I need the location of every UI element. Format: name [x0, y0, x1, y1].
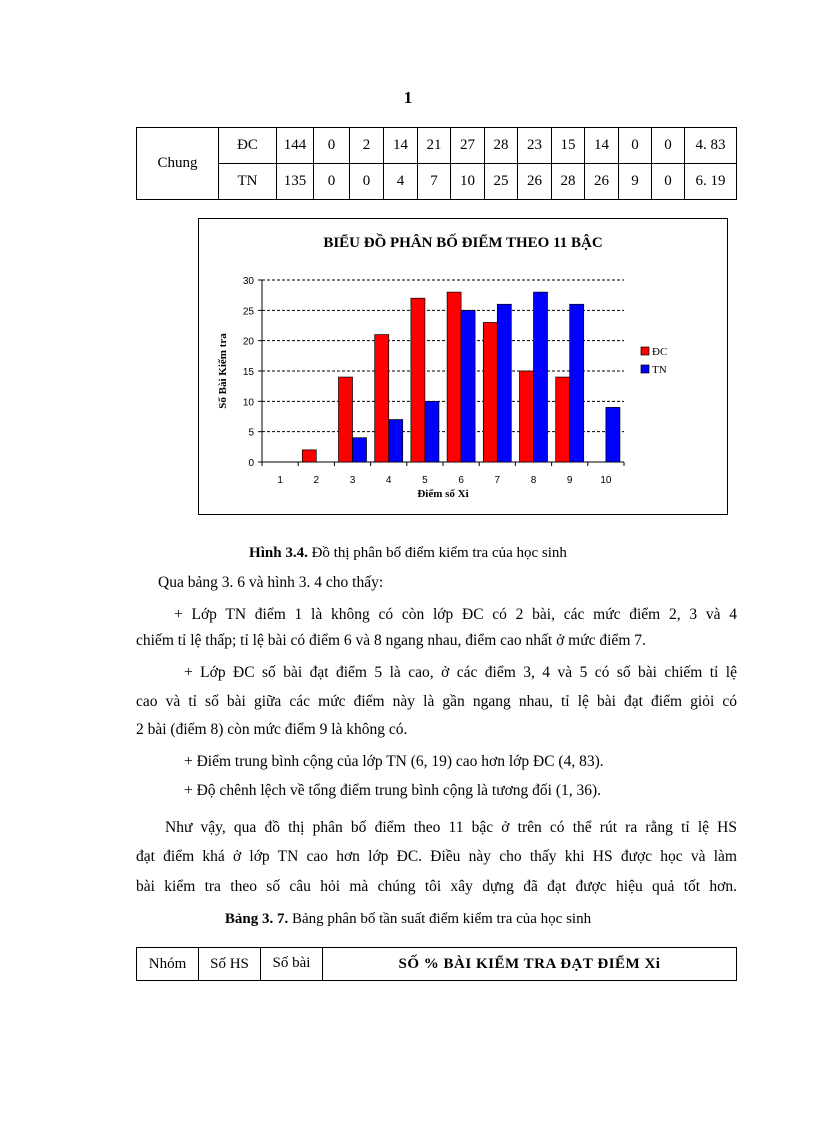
- figure-caption-label: Hình 3.4.: [249, 545, 308, 561]
- col-tests-label: Số bài: [272, 955, 311, 971]
- x-tick-label: 7: [494, 475, 501, 486]
- y-tick-label: 25: [242, 306, 254, 318]
- chart-svg: [199, 219, 727, 514]
- paragraph: + Lớp ĐC số bài đạt điểm 5 là cao, ở các điểm 3, 4 và 5 có số bài chiếm tỉ lệ: [184, 664, 737, 681]
- table-cell: 4. 83: [685, 128, 737, 164]
- table-cell: 27: [451, 128, 485, 164]
- group-label-cell: Chung: [137, 128, 219, 200]
- x-tick-label: 10: [600, 475, 612, 486]
- table-cell: 26: [585, 164, 619, 200]
- bar-tn: [606, 407, 620, 462]
- paragraph: + Điểm trung bình cộng của lớp TN (6, 19) cao hơn lớp ĐC (4, 83).: [184, 753, 604, 770]
- table-cell: 0: [619, 128, 652, 164]
- paragraph: + Độ chênh lệch về tổng điểm trung bình cộng là tương đối (1, 36).: [184, 782, 602, 799]
- table-cell: 0: [314, 164, 350, 200]
- table-cell: 23: [518, 128, 552, 164]
- legend-swatch-dc: [641, 347, 649, 355]
- x-tick-label: 1: [277, 475, 283, 486]
- table-cell: 28: [485, 128, 518, 164]
- bar-dc: [375, 335, 389, 462]
- table-cell: 6. 19: [685, 164, 737, 200]
- score-distribution-table: [136, 127, 737, 200]
- bar-dc: [483, 322, 497, 462]
- bar-dc: [520, 371, 534, 462]
- bar-tn: [425, 401, 439, 462]
- col-percent-header: SỐ % BÀI KIỂM TRA ĐẠT ĐIỂM Xi: [323, 948, 737, 981]
- table-cell: 4: [384, 164, 418, 200]
- paragraph: đạt điểm khá ở lớp TN cao hơn lớp ĐC. Điều này cho thấy khi HS được học và làm: [136, 848, 737, 865]
- x-axis-label: Điểm số Xi: [417, 488, 469, 500]
- bar-tn: [534, 292, 548, 462]
- chart-title: BIỂU ĐỒ PHÂN BỐ ĐIỂM THEO 11 BẬC: [323, 235, 603, 251]
- y-tick-label: 20: [242, 336, 254, 348]
- x-tick-label: 4: [385, 475, 392, 486]
- y-tick-label: 15: [242, 367, 254, 378]
- table-row: [137, 948, 737, 981]
- class-label-cell: TN: [219, 164, 277, 200]
- x-tick-label: 2: [313, 475, 320, 486]
- x-tick-label: 8: [530, 475, 537, 486]
- bar-dc: [339, 377, 353, 462]
- class-label-cell: ĐC: [219, 128, 277, 164]
- table-cell: 0: [652, 128, 685, 164]
- paragraph: 2 bài (điểm 8) còn mức điểm 9 là không có.: [136, 721, 408, 738]
- table-cell: 14: [585, 128, 619, 164]
- x-tick-label: 9: [566, 475, 573, 486]
- table-cell: 25: [485, 164, 518, 200]
- page-number: 1: [403, 88, 413, 107]
- table-row: [137, 128, 737, 164]
- legend-label-tn: TN: [652, 364, 667, 376]
- table-cell: 15: [552, 128, 585, 164]
- table-cell: 14: [384, 128, 418, 164]
- bar-tn: [389, 420, 403, 462]
- table-cell: 9: [619, 164, 652, 200]
- y-tick-label: 10: [242, 397, 254, 409]
- figure-caption: [0, 545, 816, 562]
- table-cell: 0: [652, 164, 685, 200]
- table-caption-text: Bảng phân bố tần suất điểm kiểm tra của học sinh: [288, 911, 592, 927]
- table-cell: 21: [418, 128, 451, 164]
- y-tick-label: 30: [242, 276, 254, 287]
- table-cell: 135: [277, 164, 314, 200]
- col-group-header: Nhóm: [137, 948, 199, 981]
- table-cell: 26: [518, 164, 552, 200]
- bar-dc: [556, 377, 570, 462]
- paragraph: Như vậy, qua đồ thị phân bố điểm theo 11 bậc ở trên có thể rút ra rằng tỉ lệ HS: [165, 819, 737, 836]
- table-cell: 28: [552, 164, 585, 200]
- table-cell: 0: [350, 164, 384, 200]
- x-tick-label: 5: [422, 475, 428, 486]
- table-caption-label: Bảng 3. 7.: [224, 911, 289, 927]
- paragraph: chiếm tỉ lệ thấp; tỉ lệ bài có điểm 6 và 8 ngang nhau, điểm cao nhất ở mức điểm 7.: [136, 632, 646, 649]
- col-count-header: Số HS: [199, 948, 261, 981]
- table-cell: 10: [451, 164, 485, 200]
- y-axis-label: Số Bài Kiểm tra: [217, 333, 229, 409]
- y-tick-label: 5: [248, 427, 254, 439]
- bar-tn: [570, 304, 584, 462]
- bar-tn: [353, 438, 367, 462]
- x-tick-label: 6: [458, 475, 464, 486]
- x-tick-label: 3: [349, 475, 356, 486]
- table-cell: 7: [418, 164, 451, 200]
- paragraph: + Lớp TN điểm 1 là không có còn lớp ĐC có 2 bài, các mức điểm 2, 3 và 4: [174, 606, 737, 623]
- table-cell: 2: [350, 128, 384, 164]
- table-caption: [0, 911, 816, 928]
- paragraph: cao và tỉ số bài giữa các mức điểm này là gần ngang nhau, tỉ lệ bài đạt điểm giỏi có: [136, 693, 737, 710]
- bar-tn: [497, 304, 511, 462]
- table-cell: 144: [277, 128, 314, 164]
- table-row: [137, 164, 737, 200]
- paragraph: bài kiểm tra theo số câu hỏi mà chúng tôi xây dựng đã đạt được hiệu quả tốt hơn.: [136, 878, 737, 895]
- paragraph: Qua bảng 3. 6 và hình 3. 4 cho thấy:: [158, 574, 384, 591]
- bar-chart: [198, 218, 728, 515]
- bar-dc: [302, 450, 316, 462]
- bar-dc: [447, 292, 461, 462]
- y-tick-label: 0: [248, 458, 254, 469]
- legend-label-dc: ĐC: [652, 346, 668, 358]
- frequency-table-header: [136, 947, 737, 981]
- bar-tn: [461, 310, 475, 462]
- figure-caption-text: Đồ thị phân bố điểm kiểm tra của học sinh: [307, 545, 567, 561]
- col-tests-header: [261, 948, 323, 981]
- table-cell: 0: [314, 128, 350, 164]
- legend-swatch-tn: [641, 365, 649, 373]
- bar-dc: [411, 298, 425, 462]
